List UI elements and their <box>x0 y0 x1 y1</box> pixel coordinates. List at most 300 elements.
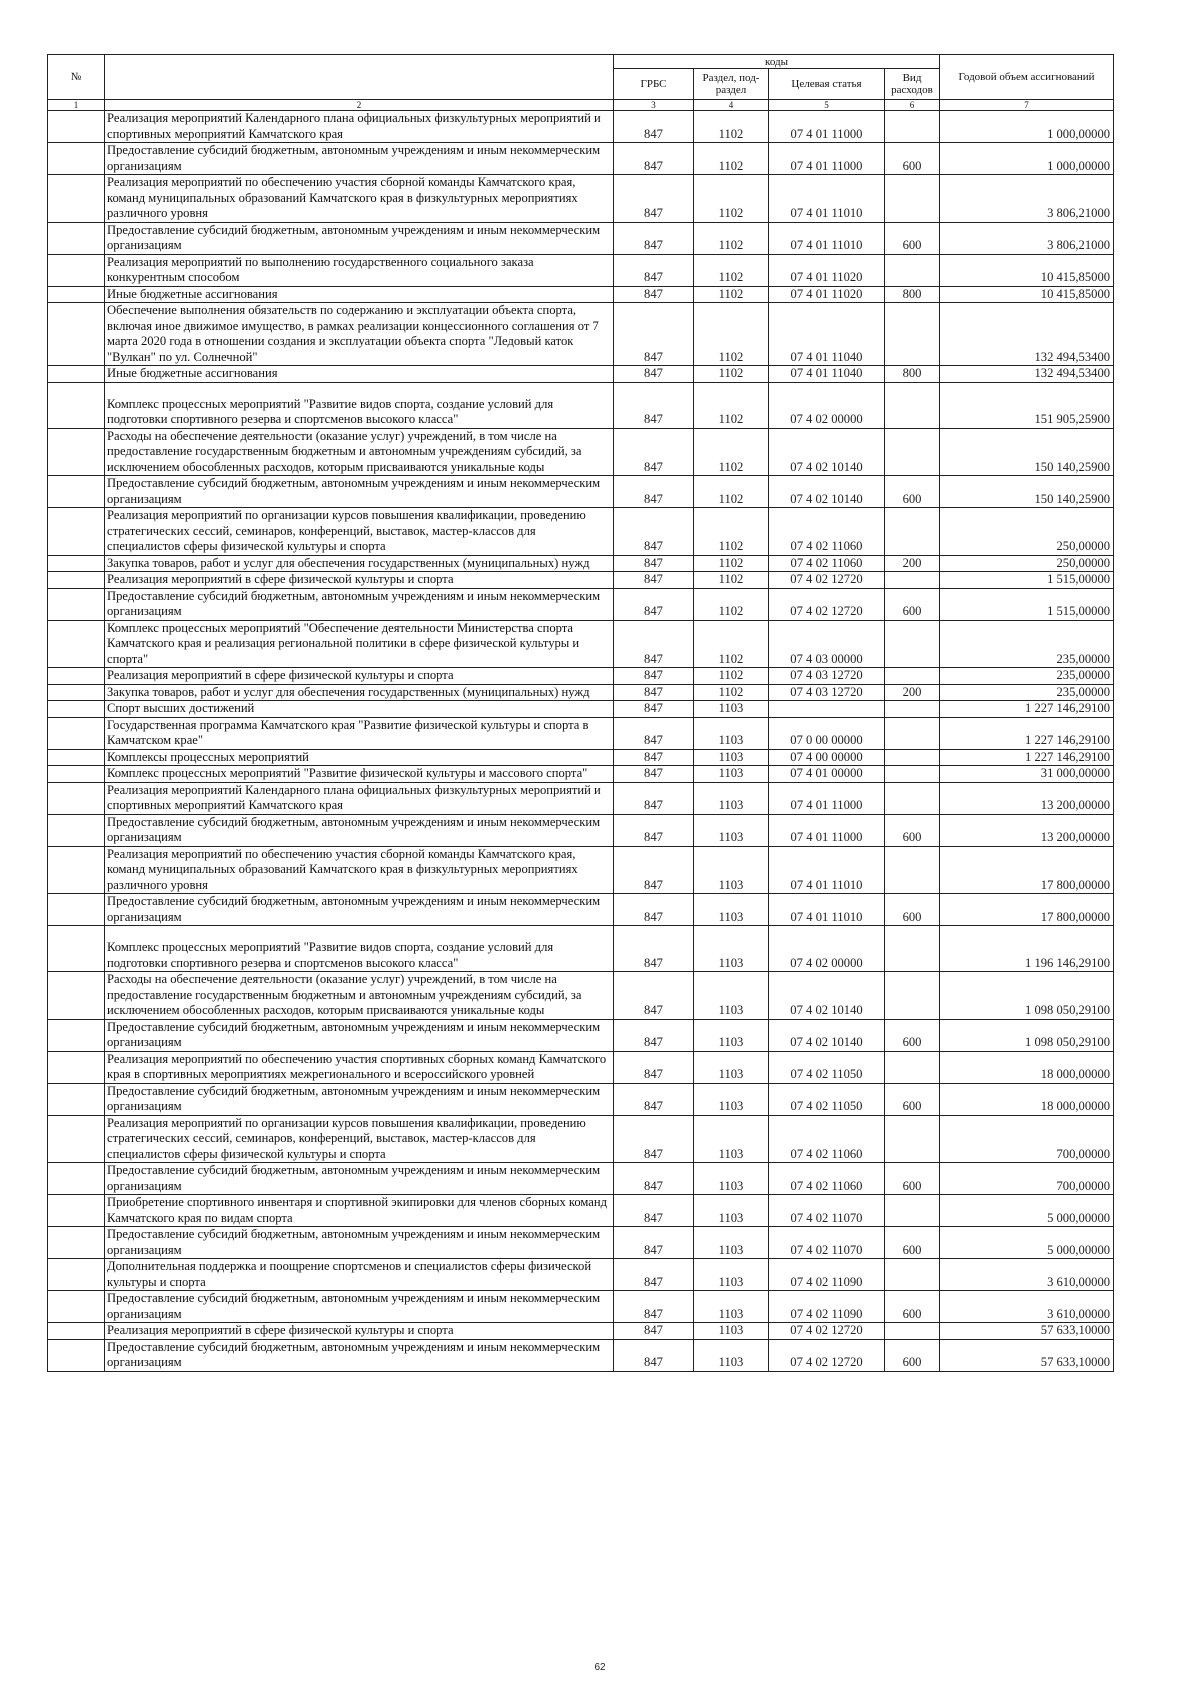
table-row <box>48 846 1114 894</box>
row-name-cell: Иные бюджетные ассигнования <box>105 366 614 383</box>
row-name-cell: Закупка товаров, работ и услуг для обеспечения государственных (муниципальных) нужд <box>105 555 614 572</box>
row-type-cell <box>885 1115 940 1163</box>
row-section-cell: 1103 <box>694 1291 769 1323</box>
row-num-cell <box>48 111 105 143</box>
row-section-cell: 1103 <box>694 1195 769 1227</box>
row-type-cell: 800 <box>885 366 940 383</box>
row-grbs-cell: 847 <box>614 1019 694 1051</box>
row-num-cell <box>48 175 105 223</box>
row-section-cell: 1102 <box>694 254 769 286</box>
header-name <box>105 55 614 100</box>
row-type-cell <box>885 508 940 556</box>
row-amount-cell: 57 633,10000 <box>940 1323 1114 1340</box>
row-type-cell <box>885 717 940 749</box>
row-amount-cell: 3 806,21000 <box>940 175 1114 223</box>
table-row <box>48 894 1114 926</box>
row-name-cell: Закупка товаров, работ и услуг для обеспечения государственных (муниципальных) нужд <box>105 684 614 701</box>
row-num-cell <box>48 926 105 972</box>
row-grbs-cell: 847 <box>614 1339 694 1371</box>
row-grbs-cell: 847 <box>614 1259 694 1291</box>
row-type-cell <box>885 1051 940 1083</box>
row-grbs-cell: 847 <box>614 782 694 814</box>
row-section-cell: 1103 <box>694 1019 769 1051</box>
row-name-cell: Обеспечение выполнения обязательств по содержанию и эксплуатации объекта спорта, включая иное движимое имущество, в рамках реализации концессионного соглашения от 7 марта 2020 года в отношении создания и эксплуатации объекта спорта "Ледовый каток "Вулкан" по ул. Солнечной" <box>105 303 614 366</box>
row-name-cell: Предоставление субсидий бюджетным, автономным учреждениям и иным некоммерческим организациям <box>105 1291 614 1323</box>
row-target-cell: 07 4 01 11010 <box>769 175 885 223</box>
row-target-cell: 07 4 02 00000 <box>769 382 885 428</box>
row-num-cell <box>48 1291 105 1323</box>
row-grbs-cell: 847 <box>614 668 694 685</box>
row-type-cell <box>885 254 940 286</box>
row-type-cell: 600 <box>885 1019 940 1051</box>
table-row <box>48 1051 1114 1083</box>
header-exp-type: Вид расходов <box>885 69 940 100</box>
row-type-cell: 200 <box>885 684 940 701</box>
row-amount-cell: 1 515,00000 <box>940 588 1114 620</box>
table-row <box>48 1291 1114 1323</box>
row-grbs-cell: 847 <box>614 1051 694 1083</box>
row-target-cell: 07 4 01 00000 <box>769 766 885 783</box>
row-type-cell <box>885 1259 940 1291</box>
header-target: Целевая статья <box>769 69 885 100</box>
row-section-cell: 1102 <box>694 620 769 668</box>
row-amount-cell: 150 140,25900 <box>940 428 1114 476</box>
header-grbs: ГРБС <box>614 69 694 100</box>
row-grbs-cell: 847 <box>614 555 694 572</box>
table-row <box>48 1323 1114 1340</box>
row-section-cell: 1103 <box>694 701 769 718</box>
row-amount-cell: 1 515,00000 <box>940 572 1114 589</box>
row-type-cell <box>885 749 940 766</box>
row-section-cell: 1103 <box>694 846 769 894</box>
table-row <box>48 222 1114 254</box>
row-amount-cell: 1 000,00000 <box>940 143 1114 175</box>
row-amount-cell: 1 196 146,29100 <box>940 926 1114 972</box>
row-name-cell: Предоставление субсидий бюджетным, автономным учреждениям и иным некоммерческим организациям <box>105 1163 614 1195</box>
table-row <box>48 749 1114 766</box>
row-target-cell: 07 4 01 11020 <box>769 254 885 286</box>
row-grbs-cell: 847 <box>614 111 694 143</box>
row-name-cell: Иные бюджетные ассигнования <box>105 286 614 303</box>
row-target-cell: 07 0 00 00000 <box>769 717 885 749</box>
row-type-cell: 600 <box>885 1227 940 1259</box>
row-section-cell: 1103 <box>694 814 769 846</box>
row-target-cell: 07 4 01 11010 <box>769 894 885 926</box>
row-target-cell: 07 4 02 10140 <box>769 1019 885 1051</box>
row-section-cell: 1102 <box>694 588 769 620</box>
row-target-cell: 07 4 01 11010 <box>769 222 885 254</box>
row-amount-cell: 13 200,00000 <box>940 814 1114 846</box>
column-number: 2 <box>105 100 614 111</box>
row-amount-cell: 1 000,00000 <box>940 111 1114 143</box>
row-target-cell: 07 4 02 11060 <box>769 1163 885 1195</box>
row-grbs-cell: 847 <box>614 428 694 476</box>
row-name-cell: Комплексы процессных мероприятий <box>105 749 614 766</box>
row-amount-cell: 17 800,00000 <box>940 894 1114 926</box>
row-grbs-cell: 847 <box>614 701 694 718</box>
column-number: 7 <box>940 100 1114 111</box>
row-num-cell <box>48 572 105 589</box>
row-target-cell: 07 4 01 11000 <box>769 782 885 814</box>
row-type-cell <box>885 572 940 589</box>
row-type-cell: 600 <box>885 1291 940 1323</box>
row-type-cell: 600 <box>885 1163 940 1195</box>
row-target-cell: 07 4 02 12720 <box>769 572 885 589</box>
row-name-cell: Реализация мероприятий по организации курсов повышения квалификации, проведению стратегических сессий, семинаров, конференций, выставок, мастер-классов для специалистов сферы физической культуры и спорта <box>105 1115 614 1163</box>
row-target-cell <box>769 701 885 718</box>
table-row <box>48 508 1114 556</box>
row-amount-cell: 18 000,00000 <box>940 1051 1114 1083</box>
row-name-cell: Реализация мероприятий по организации курсов повышения квалификации, проведению стратегических сессий, семинаров, конференций, выставок, мастер-классов для специалистов сферы физической культуры и спорта <box>105 508 614 556</box>
row-name-cell: Комплекс процессных мероприятий "Развитие видов спорта, создание условий для подготовки спортивного резерва и спортсменов высокого класса" <box>105 926 614 972</box>
row-section-cell: 1103 <box>694 1323 769 1340</box>
table-row <box>48 588 1114 620</box>
row-amount-cell: 5 000,00000 <box>940 1195 1114 1227</box>
row-num-cell <box>48 684 105 701</box>
row-amount-cell: 5 000,00000 <box>940 1227 1114 1259</box>
page-number: 62 <box>594 1662 606 1673</box>
row-target-cell: 07 4 03 12720 <box>769 684 885 701</box>
row-num-cell <box>48 1259 105 1291</box>
column-number: 5 <box>769 100 885 111</box>
row-num-cell <box>48 1227 105 1259</box>
row-grbs-cell: 847 <box>614 846 694 894</box>
row-name-cell: Реализация мероприятий в сфере физической культуры и спорта <box>105 668 614 685</box>
row-section-cell: 1103 <box>694 1259 769 1291</box>
row-grbs-cell: 847 <box>614 572 694 589</box>
row-section-cell: 1102 <box>694 366 769 383</box>
row-amount-cell: 3 610,00000 <box>940 1291 1114 1323</box>
table-row <box>48 1083 1114 1115</box>
row-amount-cell: 151 905,25900 <box>940 382 1114 428</box>
row-type-cell <box>885 972 940 1020</box>
row-target-cell: 07 4 02 11060 <box>769 1115 885 1163</box>
row-grbs-cell: 847 <box>614 926 694 972</box>
row-grbs-cell: 847 <box>614 382 694 428</box>
row-name-cell: Предоставление субсидий бюджетным, автономным учреждениям и иным некоммерческим организациям <box>105 814 614 846</box>
row-num-cell <box>48 846 105 894</box>
row-num-cell <box>48 749 105 766</box>
row-section-cell: 1103 <box>694 1339 769 1371</box>
row-grbs-cell: 847 <box>614 620 694 668</box>
row-section-cell: 1103 <box>694 1115 769 1163</box>
table-body <box>48 111 1114 1372</box>
row-num-cell <box>48 476 105 508</box>
row-num-cell <box>48 766 105 783</box>
row-target-cell: 07 4 02 11050 <box>769 1051 885 1083</box>
row-type-cell <box>885 926 940 972</box>
row-grbs-cell: 847 <box>614 972 694 1020</box>
table-row <box>48 1227 1114 1259</box>
row-name-cell: Комплекс процессных мероприятий "Обеспечение деятельности Министерства спорта Камчатского края и реализация региональной политики в сфере физической культуры и спорта" <box>105 620 614 668</box>
row-target-cell: 07 4 01 11020 <box>769 286 885 303</box>
row-num-cell <box>48 1163 105 1195</box>
row-type-cell <box>885 382 940 428</box>
row-grbs-cell: 847 <box>614 1323 694 1340</box>
table-row <box>48 1115 1114 1163</box>
row-section-cell: 1102 <box>694 555 769 572</box>
row-type-cell: 600 <box>885 222 940 254</box>
row-section-cell: 1103 <box>694 1227 769 1259</box>
row-section-cell: 1102 <box>694 668 769 685</box>
row-target-cell: 07 4 03 00000 <box>769 620 885 668</box>
row-target-cell: 07 4 03 12720 <box>769 668 885 685</box>
row-type-cell <box>885 766 940 783</box>
table-row <box>48 717 1114 749</box>
header-codes: коды <box>614 55 940 69</box>
row-section-cell: 1102 <box>694 222 769 254</box>
row-target-cell: 07 4 02 11090 <box>769 1259 885 1291</box>
row-type-cell: 600 <box>885 894 940 926</box>
row-type-cell <box>885 701 940 718</box>
row-amount-cell: 1 227 146,29100 <box>940 749 1114 766</box>
row-target-cell: 07 4 02 12720 <box>769 588 885 620</box>
row-num-cell <box>48 894 105 926</box>
table-row <box>48 254 1114 286</box>
table-row <box>48 428 1114 476</box>
table-row <box>48 572 1114 589</box>
row-type-cell <box>885 111 940 143</box>
row-name-cell: Реализация мероприятий Календарного плана официальных физкультурных мероприятий и спортивных мероприятий Камчатского края <box>105 782 614 814</box>
row-num-cell <box>48 222 105 254</box>
row-name-cell: Расходы на обеспечение деятельности (оказание услуг) учреждений, в том числе на предоставление государственным бюджетным и автономным учреждениям субсидий, за исключением обособленных расходов, которым присваиваются уникальные коды <box>105 972 614 1020</box>
row-grbs-cell: 847 <box>614 749 694 766</box>
table-row <box>48 366 1114 383</box>
row-section-cell: 1102 <box>694 382 769 428</box>
row-section-cell: 1103 <box>694 766 769 783</box>
row-num-cell <box>48 428 105 476</box>
row-type-cell <box>885 846 940 894</box>
row-type-cell: 600 <box>885 814 940 846</box>
row-grbs-cell: 847 <box>614 766 694 783</box>
row-section-cell: 1103 <box>694 926 769 972</box>
row-target-cell: 07 4 02 11060 <box>769 508 885 556</box>
row-num-cell <box>48 972 105 1020</box>
row-name-cell: Спорт высших достижений <box>105 701 614 718</box>
row-num-cell <box>48 366 105 383</box>
row-amount-cell: 700,00000 <box>940 1115 1114 1163</box>
row-num-cell <box>48 508 105 556</box>
row-section-cell: 1102 <box>694 572 769 589</box>
row-name-cell: Реализация мероприятий по обеспечению участия сборной команды Камчатского края, команд муниципальных образований Камчатского края в физкультурных мероприятиях различного уровня <box>105 175 614 223</box>
table-row <box>48 684 1114 701</box>
row-grbs-cell: 847 <box>614 1163 694 1195</box>
row-target-cell: 07 4 02 11070 <box>769 1227 885 1259</box>
table-row <box>48 1195 1114 1227</box>
row-type-cell: 800 <box>885 286 940 303</box>
row-type-cell: 600 <box>885 476 940 508</box>
row-grbs-cell: 847 <box>614 1115 694 1163</box>
table-row <box>48 1019 1114 1051</box>
row-grbs-cell: 847 <box>614 286 694 303</box>
row-type-cell: 600 <box>885 1083 940 1115</box>
row-name-cell: Реализация мероприятий в сфере физической культуры и спорта <box>105 572 614 589</box>
row-section-cell: 1103 <box>694 717 769 749</box>
row-grbs-cell: 847 <box>614 1195 694 1227</box>
row-section-cell: 1103 <box>694 972 769 1020</box>
row-target-cell: 07 4 02 11070 <box>769 1195 885 1227</box>
row-num-cell <box>48 668 105 685</box>
column-number: 3 <box>614 100 694 111</box>
row-name-cell: Комплекс процессных мероприятий "Развитие физической культуры и массового спорта" <box>105 766 614 783</box>
row-target-cell: 07 4 02 11060 <box>769 555 885 572</box>
row-type-cell <box>885 175 940 223</box>
row-name-cell: Предоставление субсидий бюджетным, автономным учреждениям и иным некоммерческим организациям <box>105 143 614 175</box>
row-name-cell: Предоставление субсидий бюджетным, автономным учреждениям и иным некоммерческим организациям <box>105 1083 614 1115</box>
row-target-cell: 07 4 01 11040 <box>769 366 885 383</box>
row-amount-cell: 31 000,00000 <box>940 766 1114 783</box>
row-grbs-cell: 847 <box>614 222 694 254</box>
row-name-cell: Реализация мероприятий Календарного плана официальных физкультурных мероприятий и спортивных мероприятий Камчатского края <box>105 111 614 143</box>
row-name-cell: Предоставление субсидий бюджетным, автономным учреждениям и иным некоммерческим организациям <box>105 222 614 254</box>
row-target-cell: 07 4 02 10140 <box>769 428 885 476</box>
table-row <box>48 766 1114 783</box>
column-number: 4 <box>694 100 769 111</box>
row-type-cell: 600 <box>885 588 940 620</box>
row-name-cell: Дополнительная поддержка и поощрение спортсменов и специалистов сферы физической культуры и спорта <box>105 1259 614 1291</box>
row-name-cell: Реализация мероприятий по выполнению государственного социального заказа конкурентным способом <box>105 254 614 286</box>
row-amount-cell: 3 806,21000 <box>940 222 1114 254</box>
table-row <box>48 286 1114 303</box>
row-section-cell: 1102 <box>694 508 769 556</box>
row-num-cell <box>48 717 105 749</box>
row-name-cell: Предоставление субсидий бюджетным, автономным учреждениям и иным некоммерческим организациям <box>105 1019 614 1051</box>
row-section-cell: 1102 <box>694 303 769 366</box>
row-grbs-cell: 847 <box>614 1083 694 1115</box>
row-num-cell <box>48 1083 105 1115</box>
row-name-cell: Реализация мероприятий в сфере физической культуры и спорта <box>105 1323 614 1340</box>
row-section-cell: 1103 <box>694 1083 769 1115</box>
row-name-cell: Государственная программа Камчатского края "Развитие физической культуры и спорта в Камчатском крае" <box>105 717 614 749</box>
row-amount-cell: 250,00000 <box>940 555 1114 572</box>
column-number: 1 <box>48 100 105 111</box>
row-section-cell: 1103 <box>694 894 769 926</box>
table-row <box>48 782 1114 814</box>
row-name-cell: Расходы на обеспечение деятельности (оказание услуг) учреждений, в том числе на предоставление государственным бюджетным и автономным учреждениям субсидий, за исключением обособленных расходов, которым присваиваются уникальные коды <box>105 428 614 476</box>
row-grbs-cell: 847 <box>614 366 694 383</box>
row-num-cell <box>48 1115 105 1163</box>
row-type-cell <box>885 668 940 685</box>
table-row <box>48 620 1114 668</box>
table-row <box>48 382 1114 428</box>
row-grbs-cell: 847 <box>614 303 694 366</box>
row-num-cell <box>48 814 105 846</box>
table-row <box>48 926 1114 972</box>
row-type-cell <box>885 1195 940 1227</box>
row-grbs-cell: 847 <box>614 588 694 620</box>
table-row <box>48 111 1114 143</box>
row-type-cell <box>885 303 940 366</box>
row-target-cell: 07 4 01 11000 <box>769 143 885 175</box>
row-num-cell <box>48 555 105 572</box>
row-amount-cell: 1 227 146,29100 <box>940 717 1114 749</box>
row-grbs-cell: 847 <box>614 508 694 556</box>
table-row <box>48 143 1114 175</box>
row-target-cell: 07 4 02 11050 <box>769 1083 885 1115</box>
row-grbs-cell: 847 <box>614 717 694 749</box>
row-amount-cell: 132 494,53400 <box>940 303 1114 366</box>
row-amount-cell: 17 800,00000 <box>940 846 1114 894</box>
row-target-cell: 07 4 00 00000 <box>769 749 885 766</box>
row-grbs-cell: 847 <box>614 894 694 926</box>
row-amount-cell: 150 140,25900 <box>940 476 1114 508</box>
row-section-cell: 1102 <box>694 684 769 701</box>
table-row <box>48 814 1114 846</box>
row-amount-cell: 18 000,00000 <box>940 1083 1114 1115</box>
row-amount-cell: 132 494,53400 <box>940 366 1114 383</box>
table-row <box>48 303 1114 366</box>
row-target-cell: 07 4 02 12720 <box>769 1323 885 1340</box>
table-row <box>48 1339 1114 1371</box>
row-name-cell: Комплекс процессных мероприятий "Развитие видов спорта, создание условий для подготовки спортивного резерва и спортсменов высокого класса" <box>105 382 614 428</box>
row-num-cell <box>48 1195 105 1227</box>
row-amount-cell: 1 098 050,29100 <box>940 972 1114 1020</box>
table-row <box>48 701 1114 718</box>
row-section-cell: 1102 <box>694 428 769 476</box>
row-grbs-cell: 847 <box>614 684 694 701</box>
row-section-cell: 1102 <box>694 476 769 508</box>
row-target-cell: 07 4 02 10140 <box>769 972 885 1020</box>
row-amount-cell: 3 610,00000 <box>940 1259 1114 1291</box>
row-grbs-cell: 847 <box>614 1227 694 1259</box>
row-target-cell: 07 4 01 11010 <box>769 846 885 894</box>
row-num-cell <box>48 620 105 668</box>
row-amount-cell: 1 227 146,29100 <box>940 701 1114 718</box>
column-number-row <box>48 100 1114 111</box>
row-name-cell: Предоставление субсидий бюджетным, автономным учреждениям и иным некоммерческим организациям <box>105 894 614 926</box>
row-section-cell: 1102 <box>694 143 769 175</box>
row-name-cell: Предоставление субсидий бюджетным, автономным учреждениям и иным некоммерческим организациям <box>105 588 614 620</box>
row-name-cell: Предоставление субсидий бюджетным, автономным учреждениям и иным некоммерческим организациям <box>105 476 614 508</box>
header-num: № <box>48 55 105 100</box>
table-row <box>48 175 1114 223</box>
row-type-cell <box>885 428 940 476</box>
row-target-cell: 07 4 01 11040 <box>769 303 885 366</box>
row-num-cell <box>48 701 105 718</box>
row-amount-cell: 1 098 050,29100 <box>940 1019 1114 1051</box>
budget-table <box>47 54 1114 1372</box>
row-type-cell: 600 <box>885 143 940 175</box>
row-type-cell <box>885 782 940 814</box>
row-target-cell: 07 4 02 12720 <box>769 1339 885 1371</box>
row-num-cell <box>48 286 105 303</box>
row-grbs-cell: 847 <box>614 175 694 223</box>
row-section-cell: 1102 <box>694 286 769 303</box>
row-type-cell <box>885 620 940 668</box>
row-num-cell <box>48 588 105 620</box>
row-amount-cell: 235,00000 <box>940 620 1114 668</box>
row-grbs-cell: 847 <box>614 814 694 846</box>
row-target-cell: 07 4 02 11090 <box>769 1291 885 1323</box>
table-row <box>48 972 1114 1020</box>
row-grbs-cell: 847 <box>614 254 694 286</box>
row-num-cell <box>48 1051 105 1083</box>
row-name-cell: Реализация мероприятий по обеспечению участия спортивных сборных команд Камчатского края в спортивных мероприятиях межрегионального и всероссийского уровней <box>105 1051 614 1083</box>
header-annual: Годовой объем ассигнований <box>940 55 1114 100</box>
row-target-cell: 07 4 01 11000 <box>769 814 885 846</box>
row-type-cell: 600 <box>885 1339 940 1371</box>
row-section-cell: 1103 <box>694 1163 769 1195</box>
row-name-cell: Предоставление субсидий бюджетным, автономным учреждениям и иным некоммерческим организациям <box>105 1339 614 1371</box>
row-target-cell: 07 4 02 10140 <box>769 476 885 508</box>
row-type-cell <box>885 1323 940 1340</box>
row-num-cell <box>48 303 105 366</box>
row-amount-cell: 10 415,85000 <box>940 254 1114 286</box>
row-name-cell: Приобретение спортивного инвентаря и спортивной экипировки для членов сборных команд Камчатского края по видам спорта <box>105 1195 614 1227</box>
row-type-cell: 200 <box>885 555 940 572</box>
row-grbs-cell: 847 <box>614 143 694 175</box>
row-name-cell: Предоставление субсидий бюджетным, автономным учреждениям и иным некоммерческим организациям <box>105 1227 614 1259</box>
